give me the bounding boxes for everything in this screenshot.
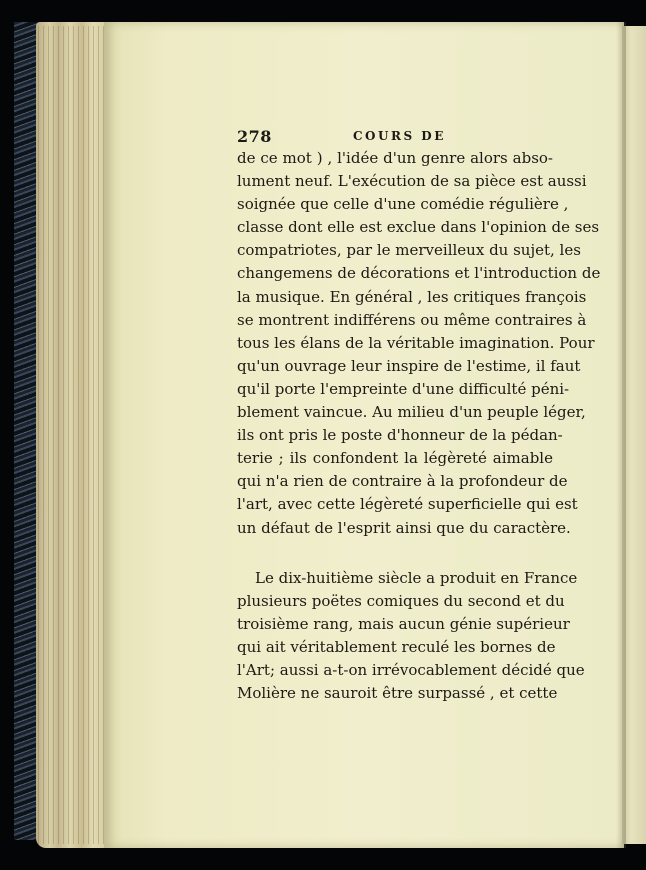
gutter-shadow	[616, 22, 626, 848]
text-line: un défaut de l'esprit ainsi que du caractère.	[237, 518, 571, 537]
text-line: tous les élans de la véritable imagination. Pour	[237, 333, 595, 352]
page-number: 278	[237, 127, 272, 146]
text-line: qui n'a rien de contraire à la profondeur de	[237, 472, 568, 491]
text-line: l'Art; aussi a-t-on irrévocablement décidé que	[237, 660, 585, 679]
text-line: de ce mot ) , l'idée d'un genre alors abso-	[237, 149, 553, 167]
text-line: qui ait véritablement reculé les bornes de	[237, 637, 556, 656]
text-line: la musique. En général , les critiques françois	[237, 287, 587, 306]
page-stack-lines	[38, 26, 110, 844]
text-line: terie ; ils confondent la légèreté aimable	[237, 449, 553, 468]
text-line: plusieurs poëtes comiques du second et du	[237, 591, 565, 610]
page-header	[237, 127, 553, 147]
running-head: COURS DE	[353, 129, 446, 143]
text-line: lument neuf. L'exécution de sa pièce est aussi	[237, 172, 587, 191]
text-line: l'art, avec cette légèreté superficielle qui est	[237, 495, 578, 514]
text-line: classe dont elle est exclue dans l'opinion de ses	[237, 218, 600, 237]
text-line: compatriotes, par le merveilleux du sujet, les	[237, 241, 581, 260]
text-line: qu'un ouvrage leur inspire de l'estime, il faut	[237, 356, 581, 375]
text-line: Le dix-huitième siècle a produit en France	[255, 568, 578, 587]
text-line: troisième rang, mais aucun génie supérieur	[237, 614, 570, 633]
paragraph-2	[237, 567, 585, 706]
paragraph-1	[237, 147, 601, 540]
text-line: se montrent indifférens ou même contraires à	[237, 310, 587, 329]
text-line: changemens de décorations et l'introduction de	[237, 264, 601, 283]
text-line: blement vaincue. Au milieu d'un peuple léger,	[237, 403, 586, 422]
text-line: ils ont pris le poste d'honneur de la pédan-	[237, 426, 563, 445]
page-text-block	[237, 127, 601, 705]
text-line: soignée que celle d'une comédie régulière ,	[237, 195, 569, 214]
marbled-cover-edge	[14, 22, 38, 840]
text-line: Molière ne sauroit être surpassé , et cette	[237, 684, 558, 703]
text-line: qu'il porte l'empreinte d'une difficulté péni-	[237, 379, 570, 398]
